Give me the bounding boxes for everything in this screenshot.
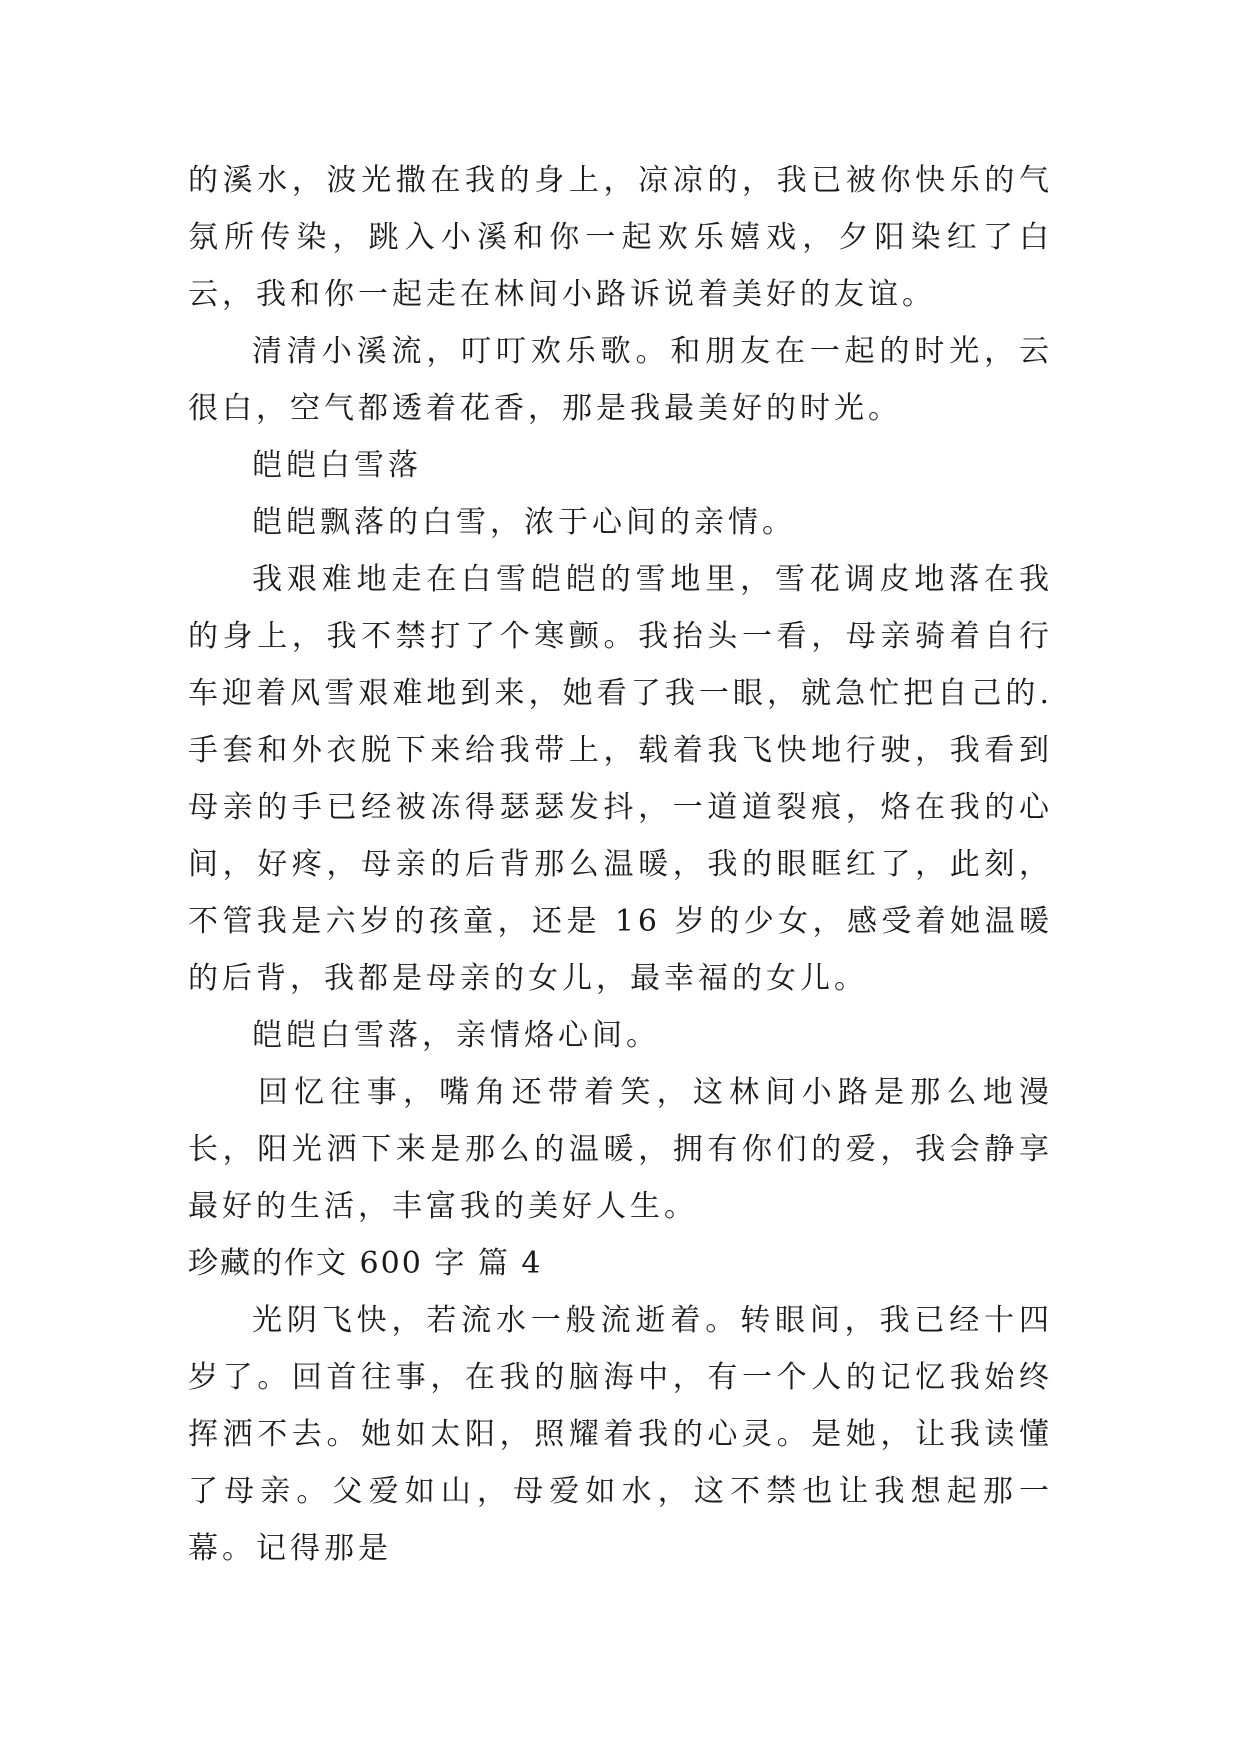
- paragraph-1: 的溪水，波光撒在我的身上，凉凉的，我已被你快乐的气氛所传染，跳入小溪和你一起欢乐嬉戏，夕阳染红了白云，我和你一起走在林间小路诉说着美好的友谊。: [188, 163, 1053, 312]
- paragraph-2: 清清小溪流，叮叮欢乐歌。和朋友在一起的时光，云很白，空气都透着花香，那是我最美好的时光。: [188, 334, 1053, 426]
- paragraph-7: 回忆往事，嘴角还带着笑，这林间小路是那么地漫长，阳光洒下来是那么的温暖，拥有你们的爱，我会静享最好的生活，丰富我的美好人生。: [188, 1075, 1053, 1224]
- section-title-snow: 皑皑白雪落: [252, 448, 422, 483]
- paragraph-4: 皑皑飘落的白雪，浓于心间的亲情。: [252, 505, 796, 540]
- paragraph-8: 光阴飞快，若流水一般流逝着。转眼间，我已经十四岁了。回首往事，在我的脑海中，有一个人的记忆我始终挥洒不去。她如太阳，照耀着我的心灵。是她，让我读懂了母亲。父爱如山，母爱如水，这不禁也让我想起那一幕。记得那是: [188, 1303, 1053, 1566]
- paragraph-6: 皑皑白雪落，亲情烙心间。: [252, 1018, 660, 1053]
- paragraph-5: 我艰难地走在白雪皑皑的雪地里，雪花调皮地落在我的身上，我不禁打了个寒颤。我抬头一看，母亲骑着自行车迎着风雪艰难地到来，她看了我一眼，就急忙把自己的.手套和外衣脱下来给我带上，载着我飞快地行驶，我看到母亲的手已经被冻得瑟瑟发抖，一道道裂痕，烙在我的心间，好疼，母亲的后背那么温暖，我的眼眶红了，此刻，不管我是六岁的孩童，还是 16 岁的少女，感受着她温暖的后背，我都是母亲的女儿，最幸福的女儿。: [188, 562, 1053, 996]
- essay-heading: 珍藏的作文 600 字 篇 4: [188, 1246, 543, 1281]
- document-body: [188, 152, 1053, 1577]
